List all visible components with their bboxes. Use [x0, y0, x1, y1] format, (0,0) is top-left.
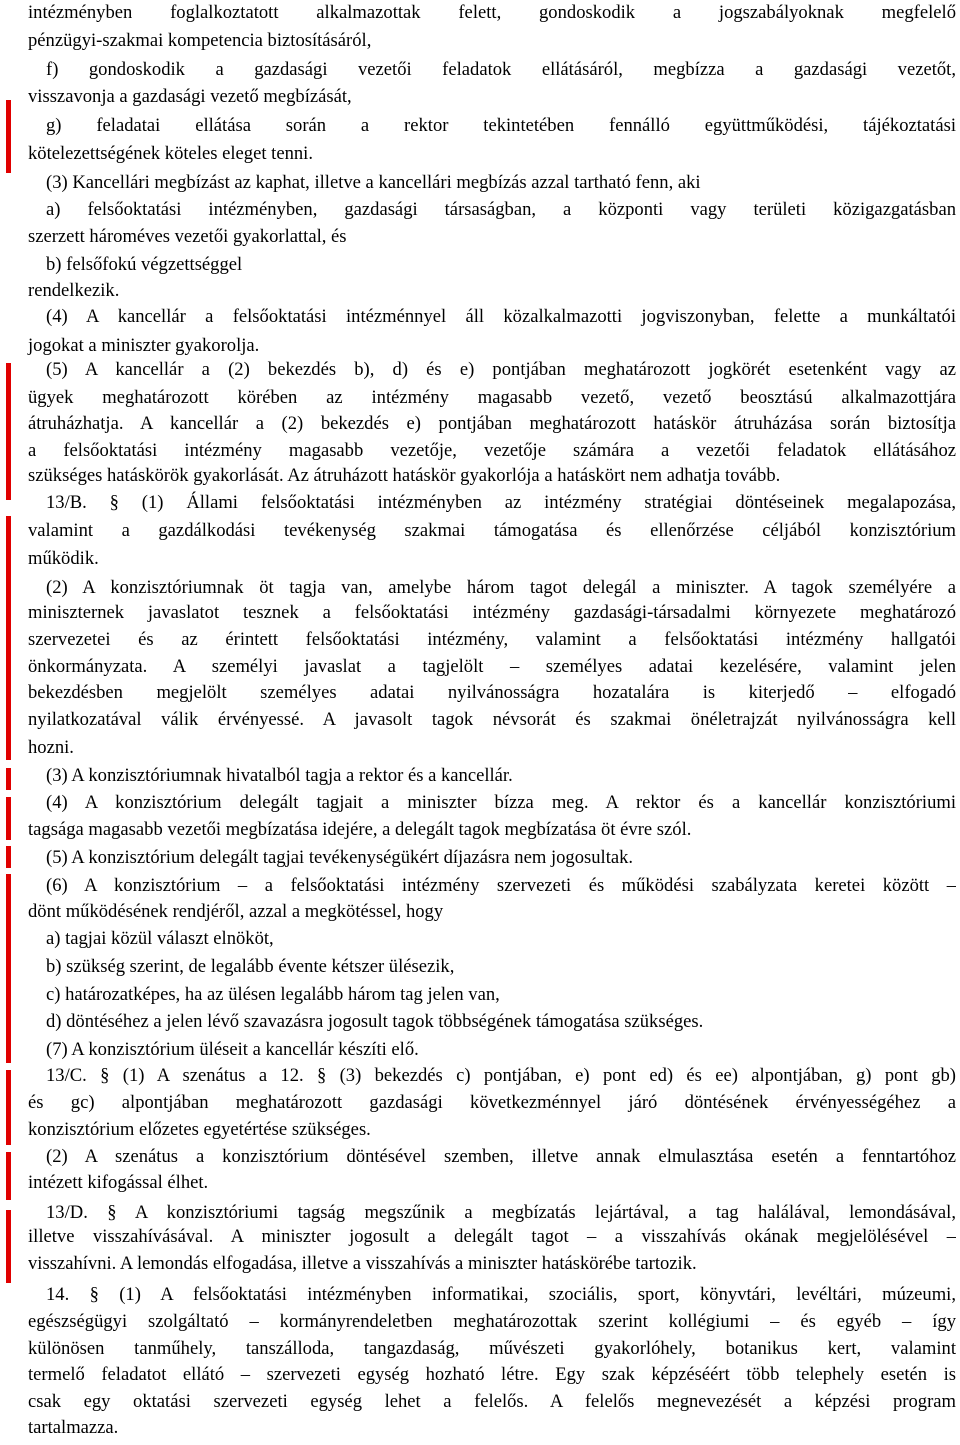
text-line: b) felsőfokú végzettséggel	[46, 254, 243, 275]
text-line: (5) A konzisztórium delegált tagjai tevékenységükért díjazásra nem jogosultak.	[46, 847, 634, 868]
text-line: egészségügyi szolgáltató – kormányrendeletben meghatározottak szerint kollégiumi – és egyéb – így	[28, 1311, 956, 1332]
revision-bar	[6, 846, 11, 868]
text-line: különösen tanműhely, tanszálloda, tangazdaság, művészeti gyakorlóhely, botanikus kert, valamint	[28, 1338, 956, 1359]
text-line: tagsága magasabb vezetői megbízatása idejére, a delegált tagok megbízatása öt évre szól.	[28, 819, 692, 840]
text-line: (2) A konzisztóriumnak öt tagja van, amelybe három tagot delegál a miniszter. A tagok személyére a	[46, 577, 956, 598]
text-line: (4) A konzisztórium delegált tagjait a miniszter bízza meg. A rektor és a kancellár konzisztóriumi	[46, 792, 956, 813]
text-line: szerzett hároméves vezetői gyakorlattal, és	[28, 226, 347, 247]
revision-bar	[6, 363, 11, 500]
text-line: jogokat a miniszter gyakorolja.	[28, 335, 260, 356]
text-line: a) tagjai közül választ elnököt,	[46, 928, 274, 949]
text-line: c) határozatképes, ha az ülésen legalább három tag jelen van,	[46, 984, 500, 1005]
text-line: (3) Kancellári megbízást az kaphat, illetve a kancellári megbízás azzal tartható fenn, aki	[46, 172, 701, 193]
text-line: működik.	[28, 548, 99, 569]
revision-bar	[6, 768, 11, 790]
text-line: b) szükség szerint, de legalább évente kétszer ülésezik,	[46, 956, 455, 977]
text-line: bekezdésben megjelölt személyes adatai nyilvánosságra hozatalára is kiterjedő – elfogadó	[28, 682, 956, 703]
text-line: 13/D. § A konzisztóriumi tagság megszűnik a megbízatás lejártával, a tag halálával, lemondásával,	[46, 1202, 956, 1223]
text-line: valamint a gazdálkodási tevékenység szakmai támogatása és ellenőrzése céljából konzisztórium	[28, 520, 956, 541]
text-line: d) döntéséhez a jelen lévő szavazásra jogosult tagok többségének támogatása szükséges.	[46, 1011, 704, 1032]
text-line: termelő feladatot ellátó – szervezeti egység hozható létre. Egy szak képzéséért több telephely esetén is	[28, 1364, 956, 1385]
text-line: rendelkezik.	[28, 280, 120, 301]
text-line: visszavonja a gazdasági vezető megbízását,	[28, 86, 352, 107]
text-line: dönt működésének rendjéről, azzal a megkötéssel, hogy	[28, 901, 444, 922]
text-line: kötelezettségének köteles eleget tenni.	[28, 143, 313, 164]
text-line: nyilatkozatával válik érvényessé. A javasolt tagok névsorát és szakmai önéletrajzát nyilvánosságra kell	[28, 709, 956, 730]
text-line: 13/C. § (1) A szenátus a 12. § (3) bekezdés c) pontjában, e) pont ed) és ee) alpontjában, g) pont gb)	[46, 1065, 956, 1086]
text-line: önkormányzata. A személyi javaslat a tagjelölt – személyes adatai kezelésére, valamint jelen	[28, 656, 956, 677]
text-line: pénzügyi-szakmai kompetencia biztosításáról,	[28, 30, 372, 51]
revision-bar	[6, 1210, 11, 1283]
revision-bar	[6, 100, 11, 173]
revision-bar	[6, 1070, 11, 1145]
text-line: tartalmazza.	[28, 1417, 119, 1438]
text-line: csak egy oktatási szervezeti egység lehet a felelős. A felelős megnevezését a képzési program	[28, 1391, 956, 1412]
text-line: konzisztórium előzetes egyetértése szükséges.	[28, 1119, 371, 1140]
revision-bar	[6, 874, 11, 1063]
text-line: és gc) alpontjában meghatározott gazdasági következménnyel járó döntésének érvényességéhez a	[28, 1092, 956, 1113]
revision-bar	[6, 1152, 11, 1200]
text-line: illetve visszahívásával. A miniszter jogosult a delegált tagot – a visszahívás okának megjelölésével –	[28, 1226, 956, 1247]
text-line: hozni.	[28, 737, 74, 758]
revision-bar	[6, 516, 11, 760]
text-line: (2) A szenátus a konzisztórium döntésével szemben, illetve annak elmulasztása esetén a fenntartóhoz	[46, 1146, 956, 1167]
text-line: szervezetei és az érintett felsőoktatási intézmény, valamint a felsőoktatási intézmény hallgatói	[28, 629, 956, 650]
text-line: 13/B. § (1) Állami felsőoktatási intézményben az intézmény stratégiai döntéseinek megalapozása,	[46, 492, 956, 513]
text-line: 14. § (1) A felsőoktatási intézményben informatikai, szociális, sport, könyvtári, levéltári, múzeumi,	[46, 1284, 956, 1305]
text-line: ügyek meghatározott körében az intézmény magasabb vezető, vezető beosztású alkalmazottjára	[28, 387, 956, 408]
revision-bar	[6, 797, 11, 840]
text-line: (6) A konzisztórium – a felsőoktatási intézmény szervezeti és működési szabályzata keretei között –	[46, 875, 956, 896]
text-line: intézményben foglalkoztatott alkalmazottak felett, gondoskodik a jogszabályoknak megfelelő	[28, 2, 956, 23]
text-line: visszahívni. A lemondás elfogadása, illetve a visszahívás a miniszter hatáskörébe tartozik.	[28, 1253, 697, 1274]
text-line: g) feladatai ellátása során a rektor tekintetében fennálló együttműködési, tájékoztatási	[46, 115, 956, 136]
text-line: f) gondoskodik a gazdasági vezetői feladatok ellátásáról, megbízza a gazdasági vezetőt,	[46, 59, 956, 80]
text-line: intézett kifogással élhet.	[28, 1172, 209, 1193]
text-line: (5) A kancellár a (2) bekezdés b), d) és e) pontjában meghatározott jogkörét esetenként vagy az	[46, 359, 956, 380]
text-line: szükséges hatáskörök gyakorlását. Az átruházott hatáskör gyakorlója a hatáskört nem adhatja tovább.	[28, 465, 781, 486]
text-line: átruházhatja. A kancellár a (2) bekezdés e) pontjában meghatározott hatáskör átruházása során biztosítja	[28, 413, 956, 434]
text-line: (3) A konzisztóriumnak hivatalból tagja a rektor és a kancellár.	[46, 765, 513, 786]
text-line: a felsőoktatási intézmény magasabb vezetője, vezetője számára a vezetői feladatok ellátásához	[28, 440, 956, 461]
text-line: a) felsőoktatási intézményben, gazdasági társaságban, a központi vagy területi közigazgatásban	[46, 199, 956, 220]
text-line: miniszternek javaslatot tesznek a felsőoktatási intézmény gazdasági-társadalmi környezete meghatározó	[28, 602, 956, 623]
text-line: (4) A kancellár a felsőoktatási intézménnyel áll közalkalmazotti jogviszonyban, felette a munkáltatói	[46, 306, 956, 327]
text-line: (7) A konzisztórium üléseit a kancellár készíti elő.	[46, 1039, 419, 1060]
